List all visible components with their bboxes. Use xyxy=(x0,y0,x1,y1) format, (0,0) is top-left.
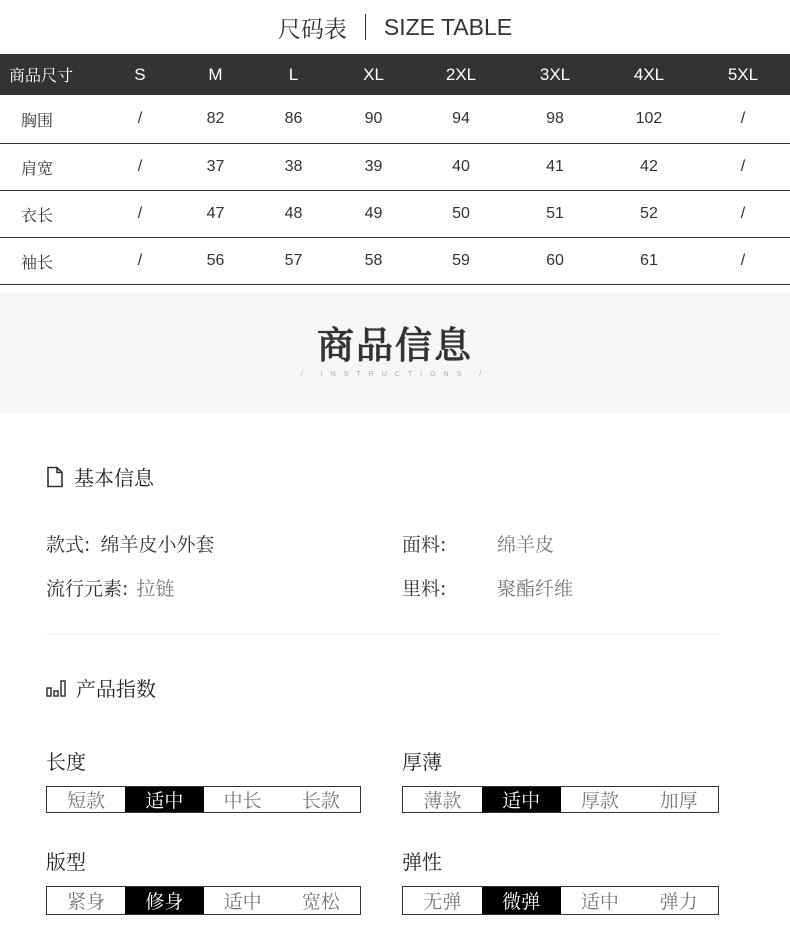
lining-row xyxy=(402,574,446,601)
table-cell: / xyxy=(103,144,177,191)
table-cell: 56 xyxy=(177,238,254,285)
table-cell: 52 xyxy=(602,191,696,238)
trend-row xyxy=(46,574,174,601)
table-cell: 40 xyxy=(414,144,508,191)
table-row xyxy=(0,144,790,191)
table-cell: / xyxy=(103,238,177,285)
trend-label: 流行元素: xyxy=(46,578,129,600)
thickness-option: 薄款 xyxy=(423,790,462,812)
header-cell: 5XL xyxy=(696,54,790,95)
table-cell: / xyxy=(103,191,177,238)
table-cell: 48 xyxy=(254,191,333,238)
table-cell: 98 xyxy=(508,95,602,144)
table-cell: 82 xyxy=(177,95,254,144)
section-divider xyxy=(46,634,719,635)
header-cell: M xyxy=(177,54,254,95)
length-option: 短款 xyxy=(67,790,106,812)
fit-option-selected: 修身 xyxy=(125,887,203,914)
style-label: 款式: xyxy=(46,534,91,556)
document-icon xyxy=(46,466,64,488)
header-cell: XL xyxy=(333,54,414,95)
elasticity-option-selected: 微弹 xyxy=(482,887,561,914)
length-scale xyxy=(46,786,361,813)
table-cell: 60 xyxy=(508,238,602,285)
header-cell: 3XL xyxy=(508,54,602,95)
table-cell: / xyxy=(696,144,790,191)
lining-value: 聚酯纤维 xyxy=(497,578,574,600)
title-divider xyxy=(365,14,366,40)
style-row xyxy=(46,530,214,557)
length-option: 中长 xyxy=(223,790,262,812)
header-cell: 2XL xyxy=(414,54,508,95)
table-cell: 59 xyxy=(414,238,508,285)
table-cell: 90 xyxy=(333,95,414,144)
banner-subtitle: / INSTRUCTIONS / xyxy=(300,371,490,378)
table-row xyxy=(0,95,790,144)
table-cell: 衣长 xyxy=(0,191,103,238)
elasticity-scale xyxy=(402,886,719,915)
fit-option: 宽松 xyxy=(301,891,340,913)
product-info-banner xyxy=(0,293,790,413)
thickness-option: 厚款 xyxy=(580,790,619,812)
length-label: 长度 xyxy=(46,750,86,774)
lining-label: 里料: xyxy=(402,578,447,600)
table-cell: 42 xyxy=(602,144,696,191)
header-cell: 4XL xyxy=(602,54,696,95)
size-table-header-row xyxy=(0,54,790,95)
basic-info-heading xyxy=(46,462,154,491)
table-cell: 86 xyxy=(254,95,333,144)
table-cell: 肩宽 xyxy=(0,144,103,191)
fit-label: 版型 xyxy=(46,850,86,874)
table-cell: / xyxy=(696,238,790,285)
style-value: 绵羊皮小外套 xyxy=(100,534,215,556)
thickness-label: 厚薄 xyxy=(402,750,442,774)
fit-option: 适中 xyxy=(223,891,262,913)
table-cell: 袖长 xyxy=(0,238,103,285)
bar-chart-icon xyxy=(46,679,66,697)
header-cell: S xyxy=(103,54,177,95)
elasticity-label: 弹性 xyxy=(402,850,442,874)
length-option: 长款 xyxy=(301,790,340,812)
header-cell: 商品尺寸 xyxy=(0,54,103,95)
table-row xyxy=(0,238,790,285)
table-cell: 58 xyxy=(333,238,414,285)
table-cell: 49 xyxy=(333,191,414,238)
table-cell: 47 xyxy=(177,191,254,238)
elasticity-option: 无弹 xyxy=(423,891,462,913)
elasticity-option: 适中 xyxy=(580,891,619,913)
thickness-option: 加厚 xyxy=(659,790,698,812)
table-cell: 57 xyxy=(254,238,333,285)
table-cell: 胸围 xyxy=(0,95,103,144)
fit-scale xyxy=(46,886,361,915)
size-table-title xyxy=(0,0,790,54)
table-row xyxy=(0,191,790,238)
fabric-label: 面料: xyxy=(402,534,447,556)
thickness-option-selected: 适中 xyxy=(482,787,561,812)
table-cell: 61 xyxy=(602,238,696,285)
size-table-title-en: SIZE TABLE xyxy=(383,13,513,40)
fabric-value: 绵羊皮 xyxy=(497,534,555,556)
thickness-scale xyxy=(402,786,719,813)
basic-info-heading-text: 基本信息 xyxy=(74,466,154,490)
table-cell: / xyxy=(696,191,790,238)
product-index-heading-text: 产品指数 xyxy=(76,677,156,701)
table-cell: 102 xyxy=(602,95,696,144)
product-index-heading xyxy=(46,673,156,702)
banner-title: 商品信息 xyxy=(317,324,473,367)
header-cell: L xyxy=(254,54,333,95)
elasticity-option: 弹力 xyxy=(659,891,698,913)
size-table xyxy=(0,54,790,285)
table-cell: 50 xyxy=(414,191,508,238)
length-option-selected: 适中 xyxy=(125,787,203,812)
table-cell: 38 xyxy=(254,144,333,191)
trend-value: 拉链 xyxy=(136,578,175,600)
fabric-row xyxy=(402,530,446,557)
table-cell: 51 xyxy=(508,191,602,238)
table-cell: / xyxy=(103,95,177,144)
table-cell: / xyxy=(696,95,790,144)
table-cell: 39 xyxy=(333,144,414,191)
table-cell: 94 xyxy=(414,95,508,144)
size-table-title-cn: 尺码表 xyxy=(277,16,347,43)
table-cell: 37 xyxy=(177,144,254,191)
fit-option: 紧身 xyxy=(67,891,106,913)
table-cell: 41 xyxy=(508,144,602,191)
